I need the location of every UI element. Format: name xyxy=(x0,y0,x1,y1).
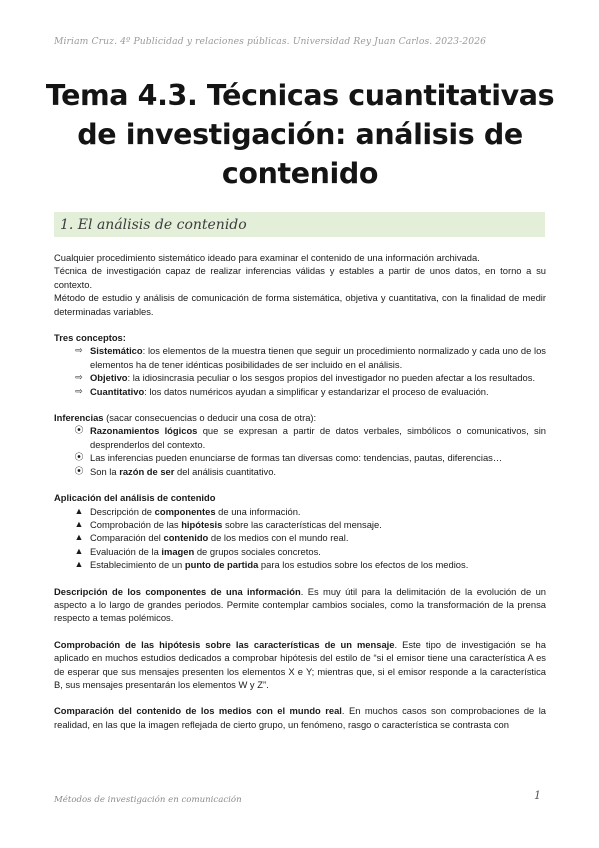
section-heading xyxy=(54,212,545,237)
page-number: 1 xyxy=(534,789,541,802)
paragraph-descripcion: Descripción de los componentes de una información. Es muy útil para la delimitación de la evolución de un aspecto a lo largo de grandes periodos. Permite contemplar cambios sociales, como la transformación de la prensa respecto a temas polémicos. xyxy=(54,585,546,624)
list-item: ▲ Comprobación de las hipótesis sobre las características del mensaje. xyxy=(54,518,546,531)
intro-paragraph: Técnica de investigación capaz de realizar inferencias válidas y estables a partir de unos datos, en torno a su contexto. xyxy=(54,265,546,290)
paragraph-comprobacion: Comprobación de las hipótesis sobre las características de un mensaje. Este tipo de investigación se ha aplicado en muchos estudios dedicados a comprobar hipótesis del estilo de “si el emisor tiene una característica A es de esperar que sus mensajes presenten los elementos X e Y; mientras que, si el emisor responde a la característica B, sus mensajes presentarán los elementos W y Z”. xyxy=(54,638,546,690)
running-header: Miriam Cruz. 4º Publicidad y relaciones públicas. Universidad Rey Juan Carlos. 2023-2026 xyxy=(54,36,487,47)
list-item: ⇨ Cuantitativo: los datos numéricos ayudan a simplificar y estandarizar el proceso de evaluación. xyxy=(54,385,546,398)
running-footer: Métodos de investigación en comunicación xyxy=(54,795,242,805)
list-item: ▲ Establecimiento de un punto de partida para los estudios sobre los efectos de los medios. xyxy=(54,558,546,571)
page-title: Tema 4.3. Técnicas cuantitativas de investigación: análisis de contenido xyxy=(45,79,555,190)
list-item: ⇨ Objetivo: la idiosincrasia peculiar o los sesgos propios del investigador no pueden afectar a los resultados. xyxy=(54,371,546,384)
triangle-icon: ▲ xyxy=(74,545,84,556)
list-item: ⦿ Son la razón de ser del análisis cuantitativo. xyxy=(54,465,546,478)
list-item: ▲ Comparación del contenido de los medios con el mundo real. xyxy=(54,531,546,544)
bullseye-icon: ⦿ xyxy=(74,425,84,436)
triangle-icon: ▲ xyxy=(74,532,84,543)
aplicacion-heading: Aplicación del análisis de contenido xyxy=(54,492,216,504)
arrow-icon: ⇨ xyxy=(75,345,83,356)
conceptos-list xyxy=(54,344,546,398)
arrow-icon: ⇨ xyxy=(75,372,83,383)
intro-paragraph: Método de estudio y análisis de comunicación de forma sistemática, objetiva y cuantitativa, con la finalidad de medir determinadas variables. xyxy=(54,292,546,317)
aplicacion-list xyxy=(54,505,546,572)
list-item: ▲ Descripción de componentes de una información. xyxy=(54,505,546,518)
triangle-icon: ▲ xyxy=(74,559,84,570)
list-item: ⦿ Las inferencias pueden enunciarse de formas tan diversas como: tendencias, pautas, diferencias… xyxy=(54,451,546,464)
triangle-icon: ▲ xyxy=(74,518,84,529)
inferencias-list xyxy=(54,424,546,478)
bullseye-icon: ⦿ xyxy=(74,465,84,476)
paragraph-comparacion: Comparación del contenido de los medios con el mundo real. En muchos casos son comprobaciones de la realidad, en las que la imagen reflejada de cierto grupo, un fenómeno, rasgo o característica se contrasta con xyxy=(54,705,546,730)
list-item: ⦿ Razonamientos lógicos que se expresan a partir de datos verbales, simbólicos o comunicativos, sin desprenderlos del contexto. xyxy=(54,424,546,451)
document-body xyxy=(54,251,546,731)
list-item: ⇨ Sistemático: los elementos de la muestra tienen que seguir un procedimiento normalizado y cada uno de los elementos ha de tener idénticas posibilidades de ser incluido en el análisis. xyxy=(54,344,546,371)
arrow-icon: ⇨ xyxy=(75,385,83,396)
inferencias-heading: Inferencias (sacar consecuencias o deducir una cosa de otra): xyxy=(54,412,317,424)
intro-paragraph: Cualquier procedimiento sistemático ideado para examinar el contenido de una información archivada. xyxy=(54,252,480,263)
list-item: ▲ Evaluación de la imagen de grupos sociales concretos. xyxy=(54,545,546,558)
bullseye-icon: ⦿ xyxy=(74,452,84,463)
conceptos-heading: Tres conceptos: xyxy=(54,332,126,344)
section-heading-text: 1. El análisis de contenido xyxy=(60,216,247,233)
triangle-icon: ▲ xyxy=(74,505,84,516)
